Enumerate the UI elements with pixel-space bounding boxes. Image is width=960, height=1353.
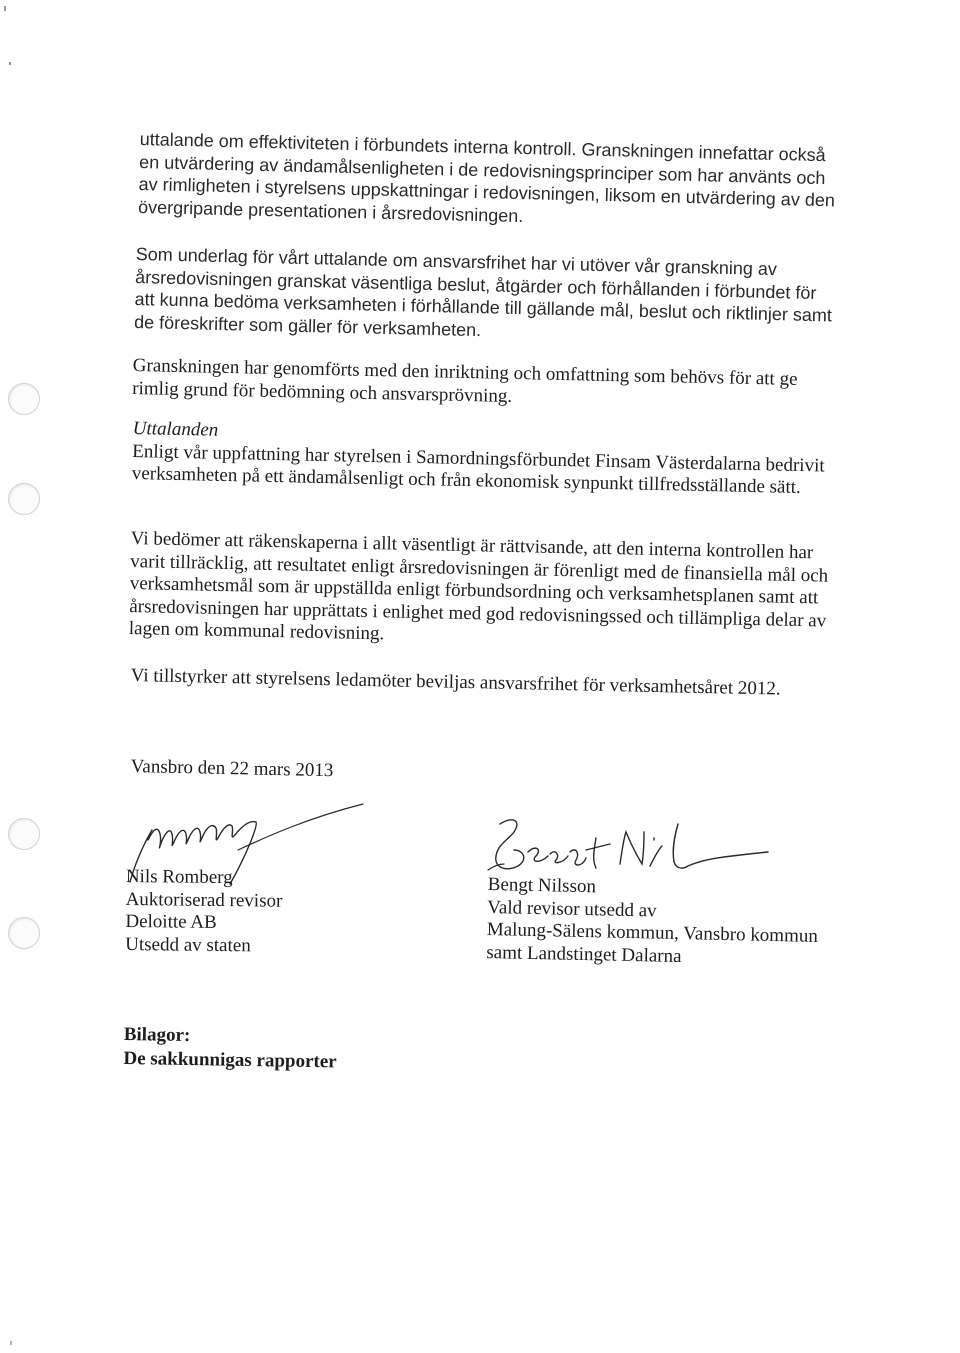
paragraph-recommendation: Vi tillstyrker att styrelsens ledamöter beviljas ansvarsfrihet för verksamhetsåret 2012.	[130, 665, 781, 700]
signatory-firm: Deloitte AB	[125, 910, 217, 933]
signatory-name: Bengt Nilsson	[487, 874, 597, 898]
attachment-item: De sakkunnigas rapporter	[123, 1047, 337, 1073]
place-and-date: Vansbro den 22 mars 2013	[130, 756, 334, 782]
signatory-appointment: Malung-Sälens kommun, Vansbro kommun	[486, 918, 819, 947]
attachments-label: Bilagor:	[123, 1023, 191, 1047]
punch-hole	[8, 383, 40, 415]
signatory-name: Nils Romberg	[125, 866, 233, 889]
punch-hole	[8, 818, 40, 850]
paragraph-effectiveness: uttalande om effektiviteten i förbundets interna kontroll. Granskningen innefattar också en utvärdering av ändamålsenligheten i de redovisningsprinciper som har använts och av rimligheten i styrelsens uppskattningar i redovisningen, liksom en utvärdering av den övergripande presentationen i årsredovisningen.	[137, 128, 836, 226]
signatory-appointment: Utsedd av staten	[125, 933, 251, 956]
statements-heading: Uttalanden	[132, 418, 219, 441]
signatory-title: Vald revisor utsedd av	[487, 896, 657, 922]
paragraph-accounts-assessment: Vi bedömer att räkenskaperna i allt väsentligt är rättvisande, att den interna kontrollen har varit tillräcklig, att resultatet enligt årsredovisningen är förenligt med de finansiella mål och verksamhetsmål som är uppställda enligt förbundsordning och verksamhetsplanen samt att årsredovisningen har upprättats i enlighet med god redovisningssed och tillämpliga delar av lagen om kommunal redovisning.	[128, 528, 829, 645]
attachments	[123, 1023, 337, 1074]
signatory-appointment: samt Landstinget Dalarna	[486, 941, 682, 967]
signatory-title: Auktoriserad revisor	[125, 888, 283, 912]
signatory-right	[486, 874, 819, 971]
paragraph-discharge-basis: Som underlag för vårt uttalande om ansvarsfrihet har vi utöver vår granskning av årsredovisningen granskat väsentliga beslut, åtgärder och förhållanden i förbundet för att kunna bedöma verksamheten i förhållande till gällande mål, beslut och riktlinjer samt de föreskrifter som gäller för verksamheten.	[133, 243, 833, 340]
paragraph-audit-scope: Granskningen har genomförts med den inriktning och omfattning som behövs för att ge rimlig grund för bedömning och ansvarsprövning.	[132, 355, 798, 407]
signatory-left	[125, 866, 283, 958]
punch-hole	[8, 483, 40, 515]
punch-hole	[8, 917, 40, 949]
paragraph-board-opinion: Enligt vår uppfattning har styrelsen i Samordningsförbundet Finsam Västerdalarna bedrivit verksamheten på ett ändamålsenligt och från ekonomisk synpunkt tillfredsställande sätt.	[131, 440, 825, 498]
